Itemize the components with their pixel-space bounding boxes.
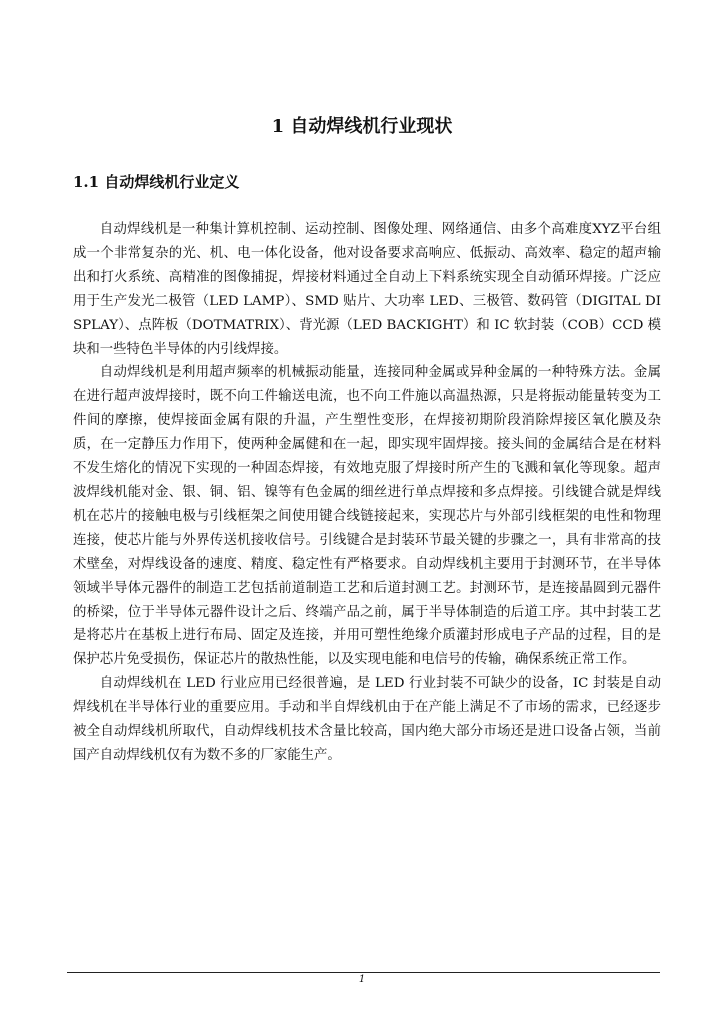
paragraph-principle: 自动焊线机是利用超声频率的机械振动能量，连接同种金属或异种金属的一种特殊方法。金属在进行超声波焊接时，既不向工件输送电流，也不向工件施以高温热源，只是将振动能量转变为工件间的摩擦，使焊接面金属有限的升温，产生塑性变形，在焊接初期阶段消除焊接区氧化膜及杂质，在一定静压力作用下，使两种金属健和在一起，即实现牢固焊接。接头间的金属结合是在材料不发生熔化的情况下实现的一种固态焊接，有效地克服了焊接时所产生的飞溅和氧化等现象。超声波焊线机能对金、银、铜、铝、镍等有色金属的细丝进行单点焊接和多点焊接。引线键合就是焊线机在芯片的接触电极与引线框架之间使用键合线链接起来，实现芯片与外部引线框架的电性和物理连接，使芯片能与外界传送机接收信号。引线键合是封装环节最关键的步骤之一，具有非常高的技术壁垒，对焊线设备的速度、精度、稳定性有严格要求。自动焊线机主要用于封测环节，在半导体领域半导体元器件的制造工艺包括前道制造工艺和后道封测工艺。封测环节，是连接晶圆到元器件的桥梁，位于半导体元器件设计之后、终端产品之前，属于半导体制造的后道工序。其中封装工艺是将芯片在基板上进行布局、固定及连接，并用可塑性绝缘介质灌封形成电子产品的过程，目的是保护芯片免受损伤，保证芯片的散热性能，以及实现电能和电信号的传输，确保系统正常工作。 <box>73 365 661 668</box>
footer-divider <box>67 972 660 973</box>
chapter-title: 1 自动焊线机行业现状 <box>271 116 453 137</box>
paragraph-intro: 自动焊线机是一种集计算机控制、运动控制、图像处理、网络通信、由多个高难度XYZ平台组成一个非常复杂的光、机、电一体化设备，他对设备要求高响应、低振动、高效率、稳定的超声输出和打火系统、高精准的图像捕捉，焊接材料通过全自动上下料系统实现全自动循环焊接。广泛应用于生产发光二极管（LED LAMP）、SMD 贴片、大功率 LED、三极管、数码管（DIGITAL DISPLAY）、点阵板（DOTMATRIX）、背光源（LED BACKIGHT）和 IC 软封装（COB）CCD 模块和一些特色半导体的内引线焊接。 <box>73 222 661 357</box>
section-title: 1.1 自动焊线机行业定义 <box>73 173 240 191</box>
body-text <box>73 218 661 768</box>
paragraph-application: 自动焊线机在 LED 行业应用已经很普遍，是 LED 行业封装不可缺少的设备，IC 封装是自动焊线机在半导体行业的重要应用。手动和半自焊线机由于在产能上满足不了市场的需求，已经逐步被全自动焊线机所取代，自动焊线机技术含量比较高，国内绝大部分市场还是进口设备占领，当前国产自动焊线机仅有为数不多的厂家能生产。 <box>73 676 661 763</box>
page-number: 1 <box>358 974 366 985</box>
